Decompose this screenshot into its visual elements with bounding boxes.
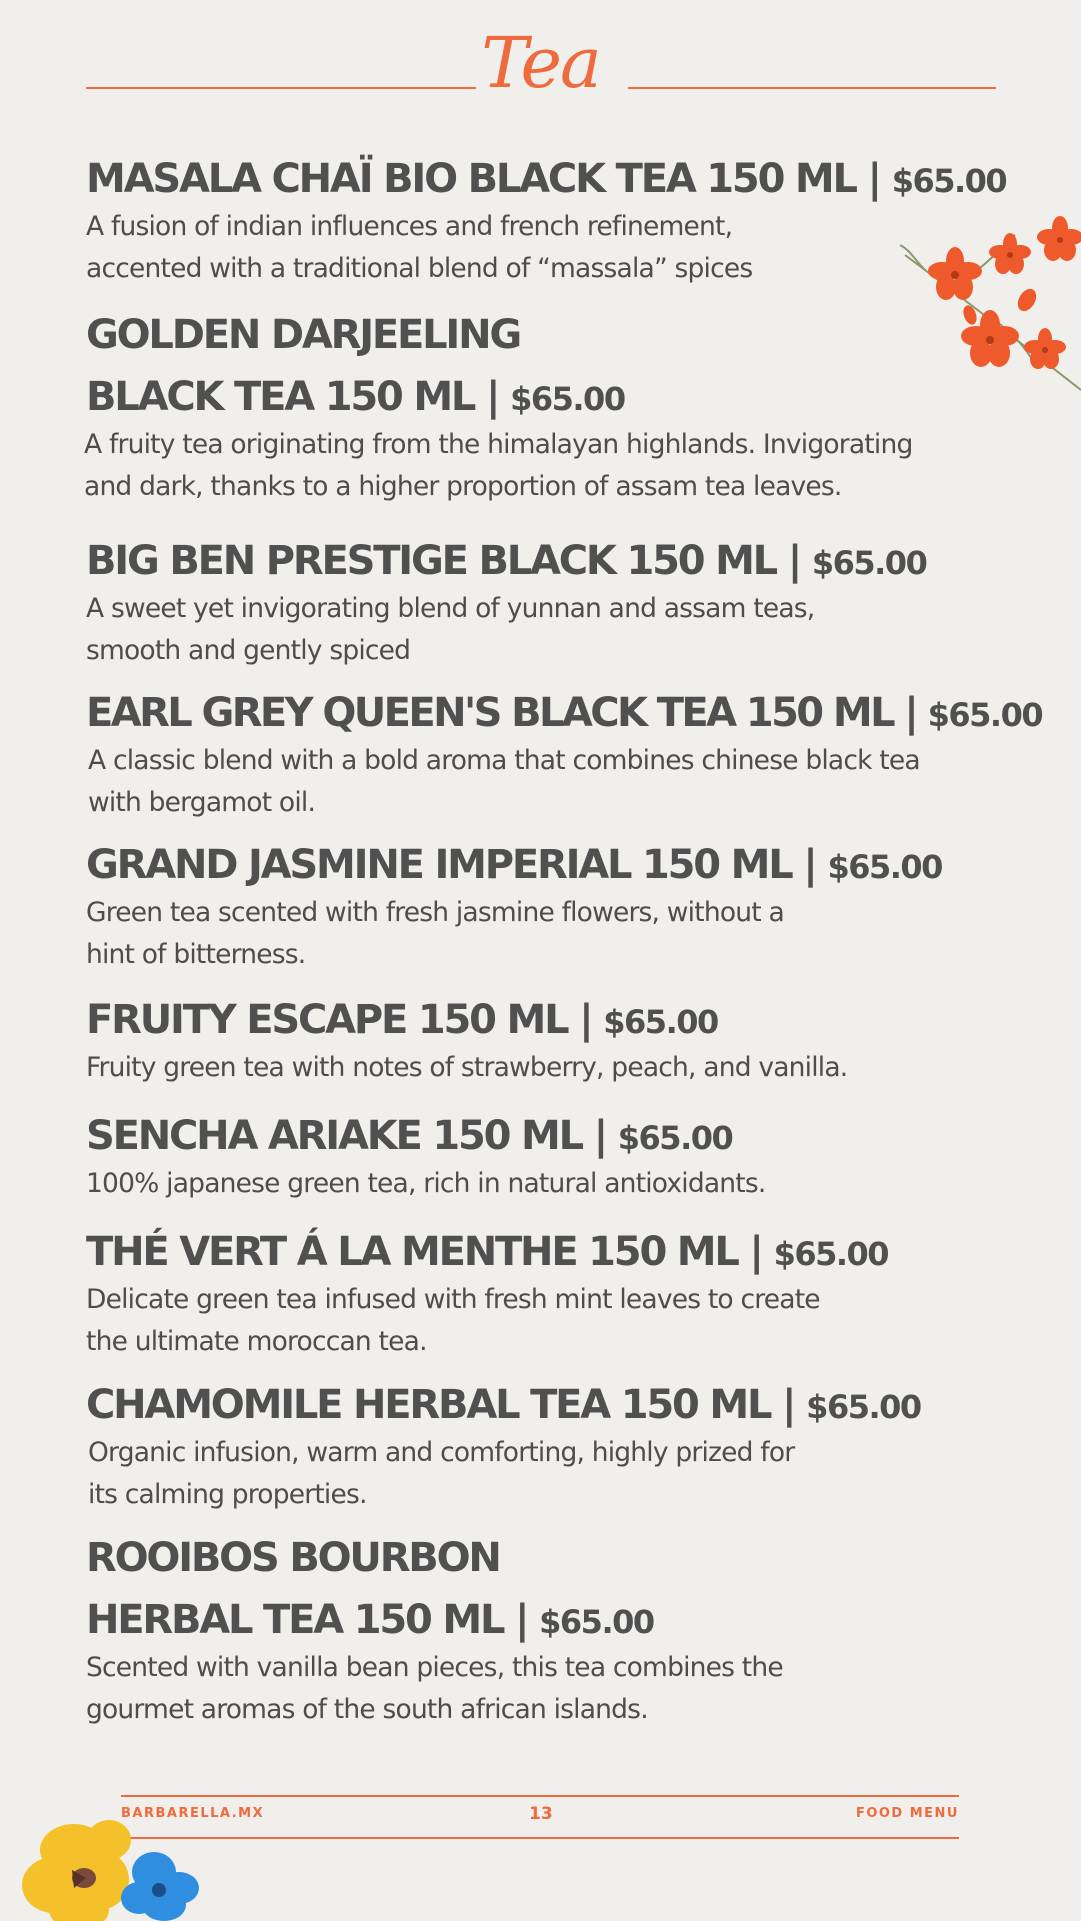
- menu-item: [86, 834, 1016, 976]
- footer-site-link[interactable]: BARBARELLA.MX: [121, 1806, 265, 1821]
- item-price: $65.00: [510, 380, 625, 418]
- footer-section-label: FOOD MENU: [855, 1806, 959, 1821]
- item-description: Scented with vanilla bean pieces, this tea combines the gourmet aromas of the south african islands.: [86, 1652, 783, 1725]
- item-description: A fusion of indian influences and french refinement, accented with a traditional blend of “massala” spices: [86, 211, 753, 284]
- menu-item: [86, 148, 1016, 290]
- item-price: $65.00: [811, 544, 927, 582]
- item-name: CHAMOMILE HERBAL TEA 150 ML | $65.00: [86, 1382, 921, 1428]
- item-name: BIG BEN PRESTIGE BLACK 150 ML | $65.00: [86, 538, 927, 584]
- menu-item: [86, 1221, 1016, 1363]
- item-price: $65.00: [539, 1603, 654, 1641]
- item-description: Delicate green tea infused with fresh mint leaves to create the ultimate moroccan tea.: [86, 1284, 820, 1357]
- item-price: $65.00: [827, 848, 942, 886]
- item-name: MASALA CHAÏ BIO BLACK TEA 150 ML | $65.00: [86, 156, 1007, 202]
- page-number: 13: [529, 1804, 553, 1824]
- item-name: EARL GREY QUEEN'S BLACK TEA 150 ML | $65.00: [86, 690, 1043, 736]
- item-description: 100% japanese green tea, rich in natural antioxidants.: [86, 1168, 766, 1199]
- item-name: HERBAL TEA 150 ML | $65.00: [86, 1597, 654, 1643]
- page-title: Tea: [481, 22, 600, 104]
- item-price: $65.00: [806, 1388, 921, 1426]
- item-name: GRAND JASMINE IMPERIAL 150 ML | $65.00: [86, 842, 942, 888]
- item-description: A classic blend with a bold aroma that combines chinese black tea with bergamot oil.: [88, 745, 920, 818]
- menu-item: [86, 1374, 1016, 1516]
- menu-item: [86, 989, 1016, 1089]
- yellow-blue-flowers-illustration: [14, 1810, 204, 1921]
- item-name: ROOIBOS BOURBON: [86, 1535, 500, 1581]
- menu-item: [86, 1105, 1016, 1205]
- menu-item: [86, 682, 1043, 824]
- item-description: Organic infusion, warm and comforting, highly prized for its calming properties.: [88, 1437, 795, 1510]
- page-footer: [121, 1795, 959, 1839]
- item-name: GOLDEN DARJEELING: [86, 312, 521, 358]
- item-price: $65.00: [603, 1003, 718, 1041]
- item-price: $65.00: [927, 696, 1043, 734]
- item-description: A sweet yet invigorating blend of yunnan and assam teas, smooth and gently spiced: [86, 593, 815, 666]
- item-price: $65.00: [773, 1235, 889, 1273]
- menu-item: [86, 530, 1016, 672]
- item-description: Green tea scented with fresh jasmine flowers, without a hint of bitterness.: [86, 897, 784, 970]
- header-rule-right: [628, 87, 996, 89]
- item-name: THÉ VERT Á LA MENTHE 150 ML | $65.00: [86, 1229, 889, 1275]
- item-price: $65.00: [617, 1119, 733, 1157]
- menu-item: [86, 1527, 1016, 1731]
- item-price: $65.00: [891, 162, 1007, 200]
- item-description: Fruity green tea with notes of strawberry, peach, and vanilla.: [86, 1052, 848, 1083]
- item-description: A fruity tea originating from the himalayan highlands. Invigorating and dark, thanks to a higher proportion of assam tea leaves.: [84, 429, 913, 502]
- item-name: BLACK TEA 150 ML | $65.00: [86, 374, 625, 420]
- menu-item: [86, 304, 1016, 508]
- item-name: FRUITY ESCAPE 150 ML | $65.00: [86, 997, 718, 1043]
- item-name: SENCHA ARIAKE 150 ML | $65.00: [86, 1113, 733, 1159]
